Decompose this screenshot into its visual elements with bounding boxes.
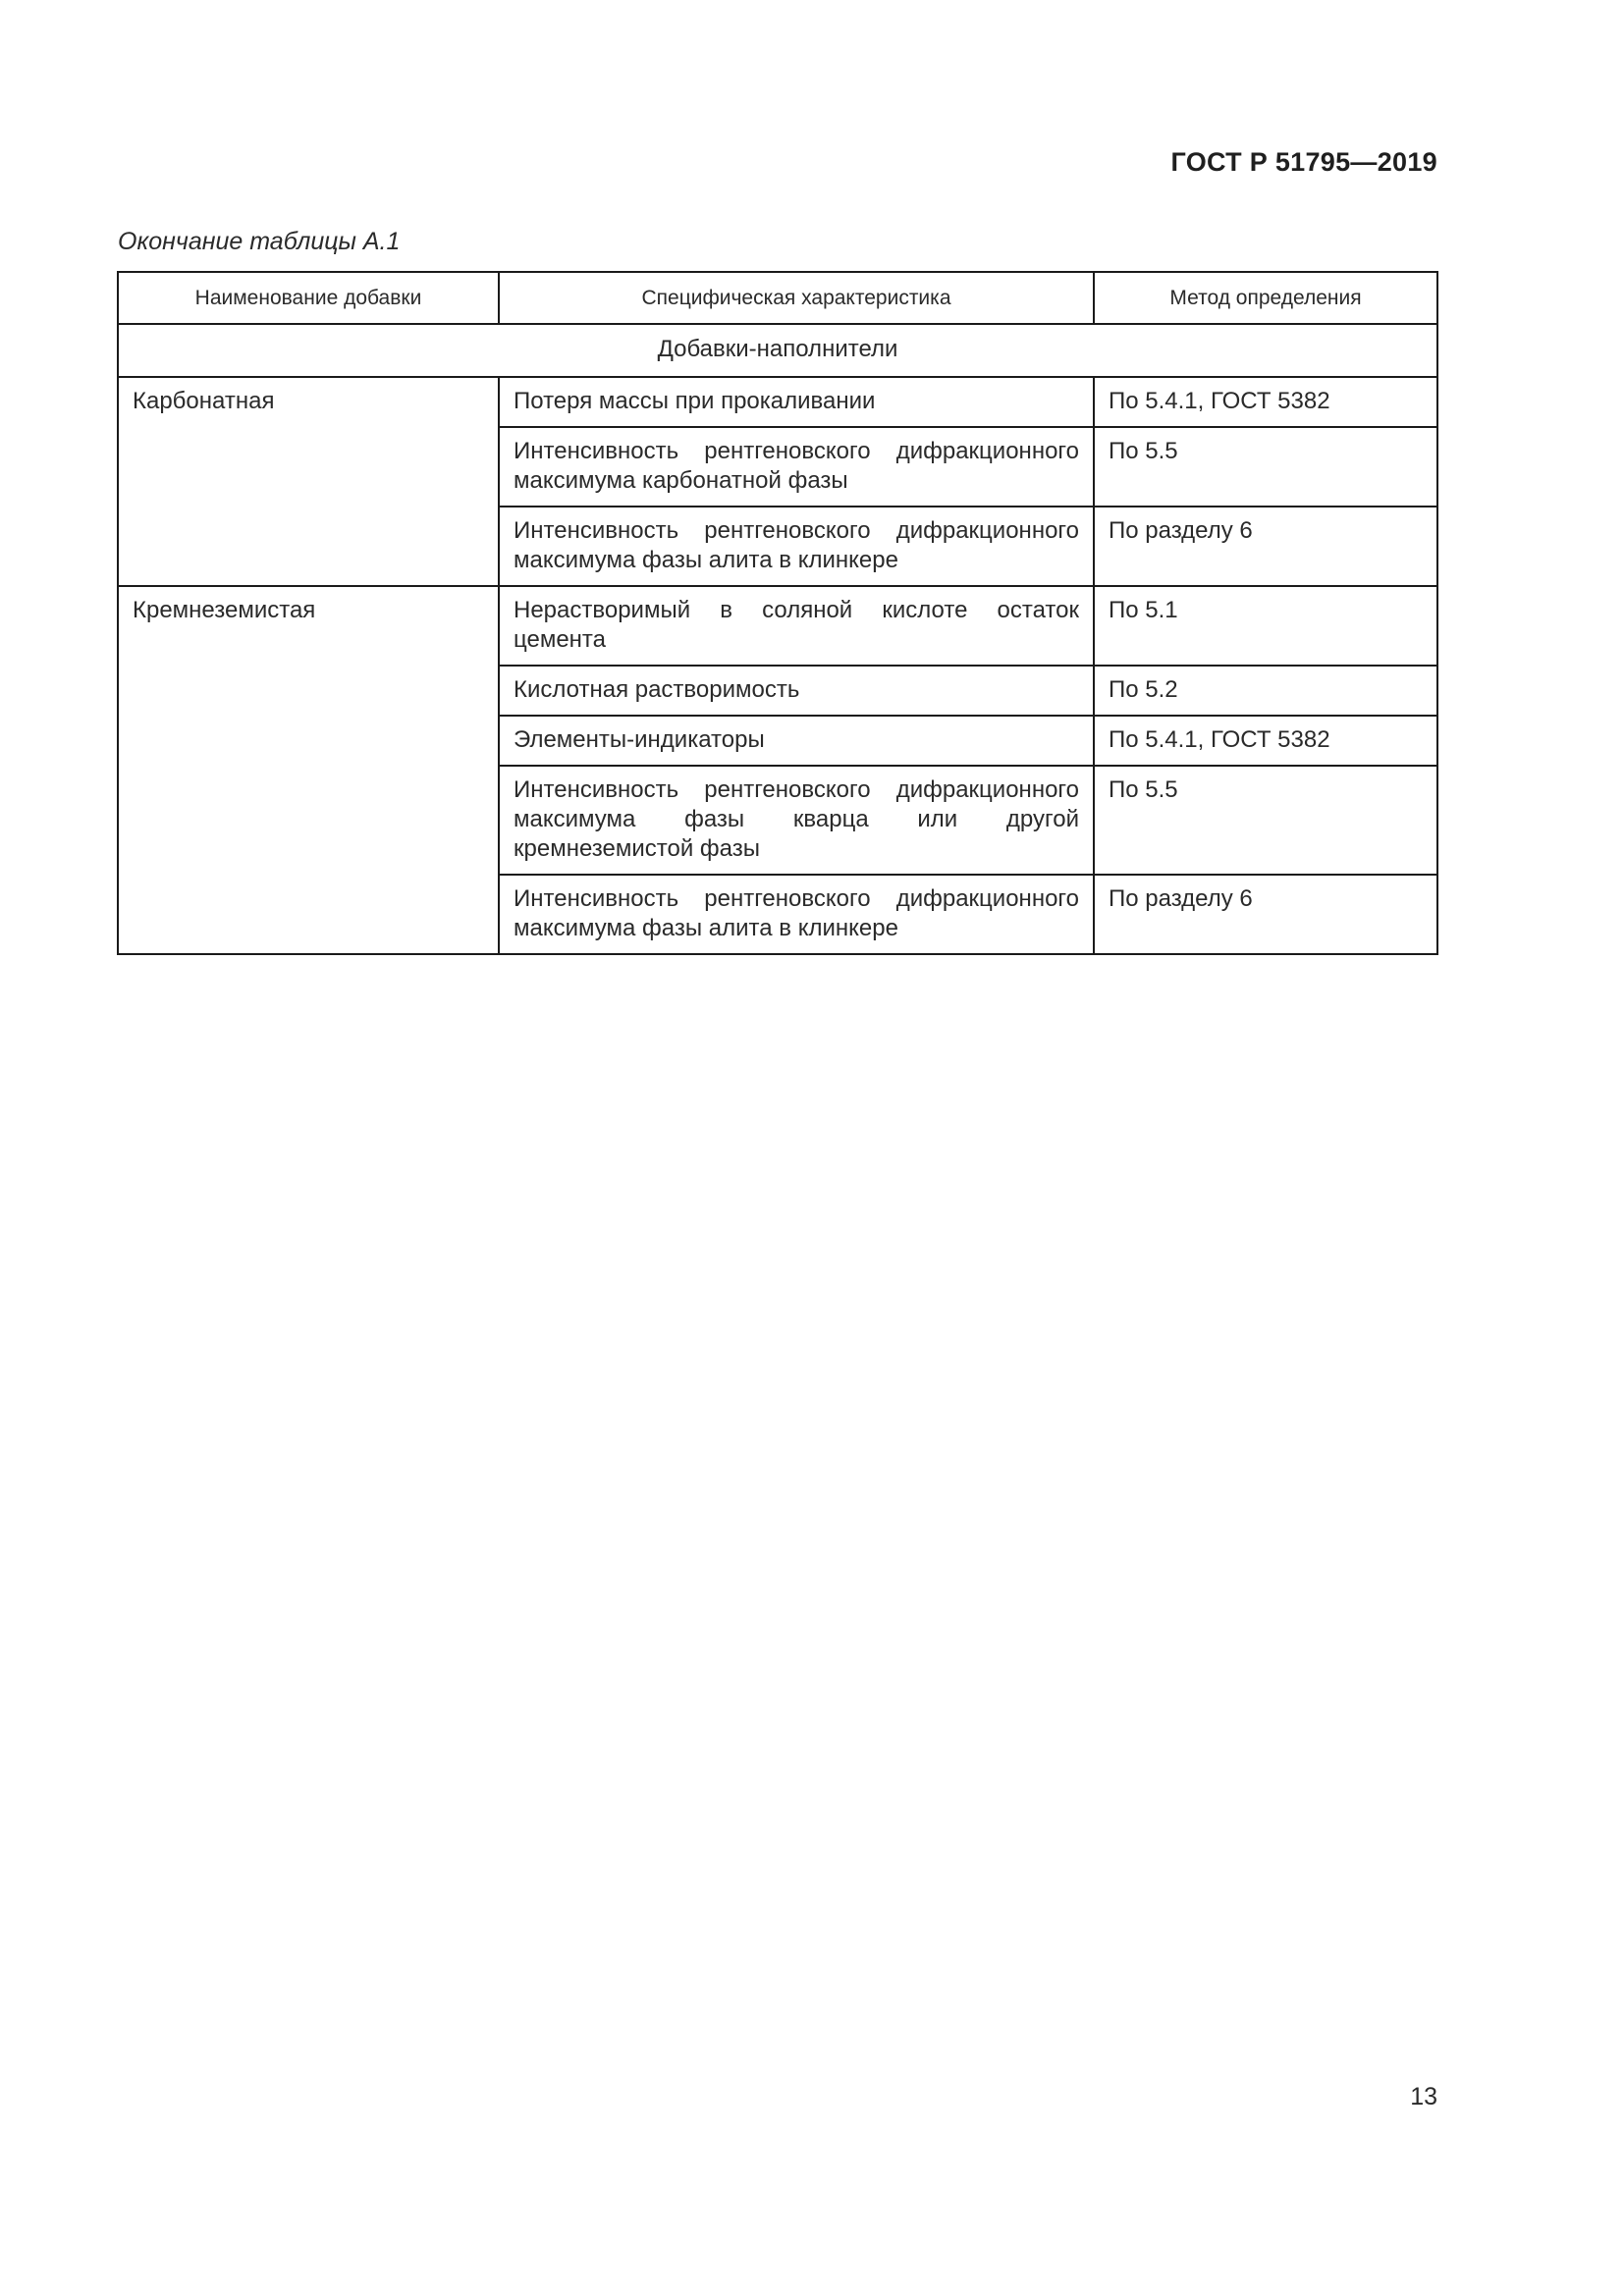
page-number: 13 — [1410, 2083, 1437, 2110]
column-header-method: Метод определения — [1094, 272, 1437, 324]
method-cell: По 5.1 — [1094, 586, 1437, 666]
section-title: Добавки-наполнители — [118, 324, 1437, 377]
additives-table-container — [117, 271, 1436, 955]
characteristic-cell: Интенсивность рентгеновского дифракционного максимума фазы кварца или другой кремнеземистой фазы — [499, 766, 1094, 875]
additive-name-carbonate: Карбонатная — [118, 377, 499, 586]
method-cell: По 5.5 — [1094, 766, 1437, 875]
characteristic-cell: Интенсивность рентгеновского дифракционного максимума фазы алита в клинкере — [499, 875, 1094, 954]
table-header-row — [118, 272, 1437, 324]
additive-name-siliceous: Кремнеземистая — [118, 586, 499, 954]
column-header-name: Наименование добавки — [118, 272, 499, 324]
characteristic-cell: Элементы-индикаторы — [499, 716, 1094, 766]
column-header-characteristic: Специфическая характеристика — [499, 272, 1094, 324]
characteristic-cell: Интенсивность рентгеновского дифракционного максимума фазы алита в клинкере — [499, 507, 1094, 586]
table-row — [118, 377, 1437, 427]
characteristic-cell: Кислотная растворимость — [499, 666, 1094, 716]
method-cell: По 5.2 — [1094, 666, 1437, 716]
section-row — [118, 324, 1437, 377]
table-row — [118, 586, 1437, 666]
method-cell: По разделу 6 — [1094, 875, 1437, 954]
characteristic-cell: Нерастворимый в соляной кислоте остаток цемента — [499, 586, 1094, 666]
characteristic-cell: Интенсивность рентгеновского дифракционного максимума карбонатной фазы — [499, 427, 1094, 507]
additives-table — [117, 271, 1438, 955]
characteristic-cell: Потеря массы при прокаливании — [499, 377, 1094, 427]
method-cell: По разделу 6 — [1094, 507, 1437, 586]
method-cell: По 5.4.1, ГОСТ 5382 — [1094, 377, 1437, 427]
document-code: ГОСТ Р 51795—2019 — [1170, 147, 1437, 177]
method-cell: По 5.4.1, ГОСТ 5382 — [1094, 716, 1437, 766]
table-caption: Окончание таблицы А.1 — [118, 228, 401, 255]
method-cell: По 5.5 — [1094, 427, 1437, 507]
